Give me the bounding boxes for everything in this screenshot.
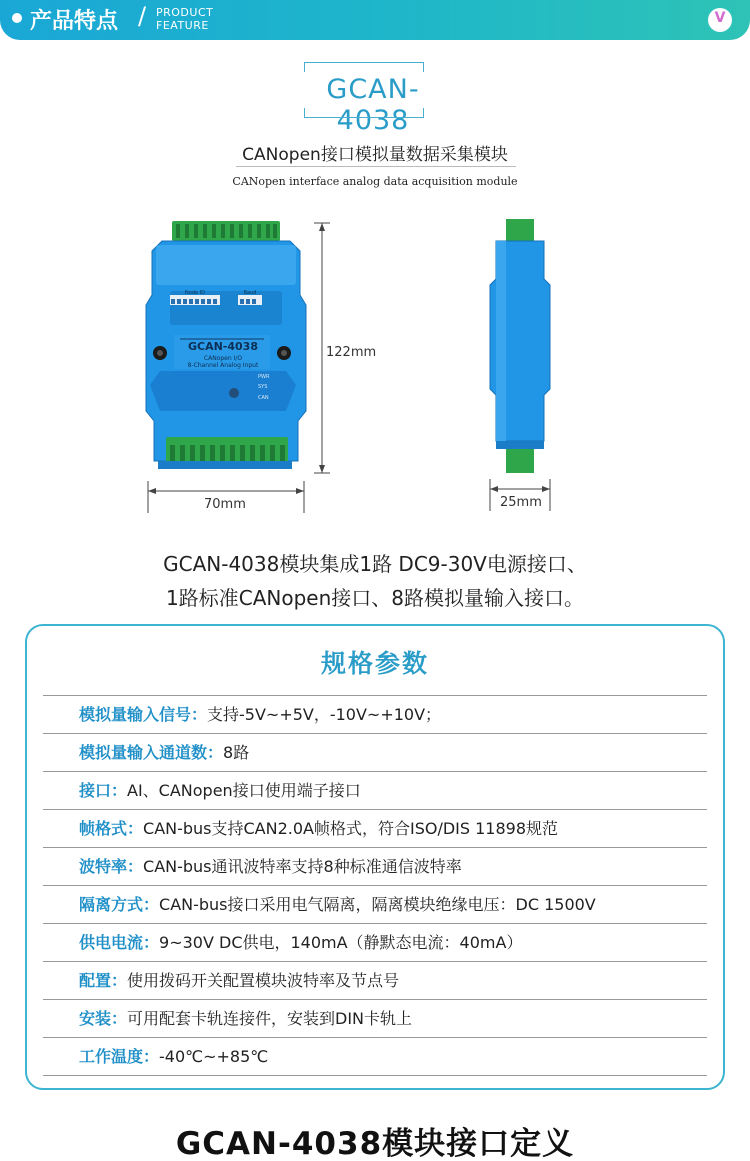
frame-bottom-line	[304, 108, 424, 118]
spec-row	[43, 1037, 707, 1075]
bullet-dot-icon	[12, 13, 22, 23]
spec-value: CAN-bus通讯波特率支持8种标准通信波特率	[143, 857, 462, 876]
spec-value: 8路	[223, 743, 250, 762]
device-model-text: GCAN-4038	[187, 340, 259, 353]
spec-value: 使用拨码开关配置模块波特率及节点号	[127, 971, 400, 990]
dip-node-label: Node ID	[185, 290, 205, 296]
subtitle-divider	[236, 166, 516, 167]
spec-row	[43, 923, 707, 961]
spec-value: CAN-bus接口采用电气隔离，隔离模块绝缘电压：DC 1500V	[159, 895, 596, 914]
section-title-en-line1: PRODUCT	[156, 6, 214, 19]
device-side-view	[490, 219, 550, 473]
spec-row	[43, 809, 707, 847]
height-dimension-label: 122mm	[326, 345, 377, 360]
led-sys-label: SYS	[258, 384, 268, 390]
product-subtitle-en: CANopen interface analog data acquisition module	[232, 175, 518, 188]
interface-definition-title: GCAN-4038模块接口定义	[175, 1126, 575, 1161]
spec-value: CAN-bus支持CAN2.0A帧格式，符合ISO/DIS 11898规范	[143, 819, 559, 838]
product-drawing	[140, 215, 580, 515]
dip-baud-label: Baud	[243, 290, 257, 296]
spec-key: 隔离方式：	[79, 895, 160, 914]
description-line-2: 1路标准CANopen接口、8路模拟量输入接口。	[166, 586, 584, 610]
product-dimension-figure	[140, 215, 580, 515]
title-separator: /	[138, 2, 147, 30]
spec-table-bottom-border	[43, 1075, 707, 1076]
spec-card-title: 规格参数	[320, 649, 429, 678]
spec-row	[43, 999, 707, 1037]
spec-row	[43, 733, 707, 771]
description-line-1: GCAN-4038模块集成1路 DC9-30V电源接口、	[163, 552, 587, 576]
model-title: GCAN-4038	[326, 74, 420, 136]
spec-card	[25, 624, 725, 1090]
spec-key: 波特率：	[79, 857, 144, 876]
model-title-frame	[292, 62, 454, 136]
device-subtext-1: CANopen I/O	[203, 355, 243, 362]
frame-top-line	[304, 62, 424, 72]
spec-key: 模拟量输入信号：	[79, 705, 208, 724]
spec-key: 配置：	[79, 971, 128, 990]
spec-value: -40℃~+85℃	[159, 1047, 269, 1066]
chevron-down-icon: V	[714, 10, 726, 26]
spec-value: 可用配套卡轨连接件，安装到DIN卡轨上	[127, 1009, 413, 1028]
spec-row	[43, 695, 707, 733]
spec-row	[43, 771, 707, 809]
expand-chevron-button[interactable]	[708, 8, 732, 32]
spec-row	[43, 847, 707, 885]
section-title-en-line2: FEATURE	[156, 19, 209, 32]
section-title-en	[156, 6, 213, 32]
spec-key: 供电电流：	[79, 933, 160, 952]
spec-key: 模拟量输入通道数：	[79, 743, 224, 762]
led-can-label: CAN	[258, 395, 269, 401]
spec-key: 接口：	[79, 781, 128, 800]
section-header-bar	[0, 0, 750, 40]
spec-row	[43, 885, 707, 923]
spec-value: AI、CANopen接口使用端子接口	[127, 781, 361, 800]
spec-row	[43, 961, 707, 999]
section-title: 产品特点	[30, 9, 119, 34]
spec-value: 支持-5V~+5V，-10V~+10V；	[207, 705, 442, 724]
spec-key: 帧格式：	[79, 819, 144, 838]
spec-value: 9~30V DC供电，140mA（静默态电流：40mA）	[159, 933, 523, 952]
led-pwr-label: PWR	[258, 374, 270, 380]
spec-key: 安装：	[79, 1009, 128, 1028]
product-subtitle-cn: CANopen接口模拟量数据采集模块	[242, 145, 508, 165]
spec-key: 工作温度：	[79, 1047, 160, 1066]
width-dimension-label: 70mm	[204, 497, 246, 512]
depth-dimension-label: 25mm	[500, 495, 542, 510]
device-subtext-2: 8-Channel Analog Input	[187, 362, 259, 369]
